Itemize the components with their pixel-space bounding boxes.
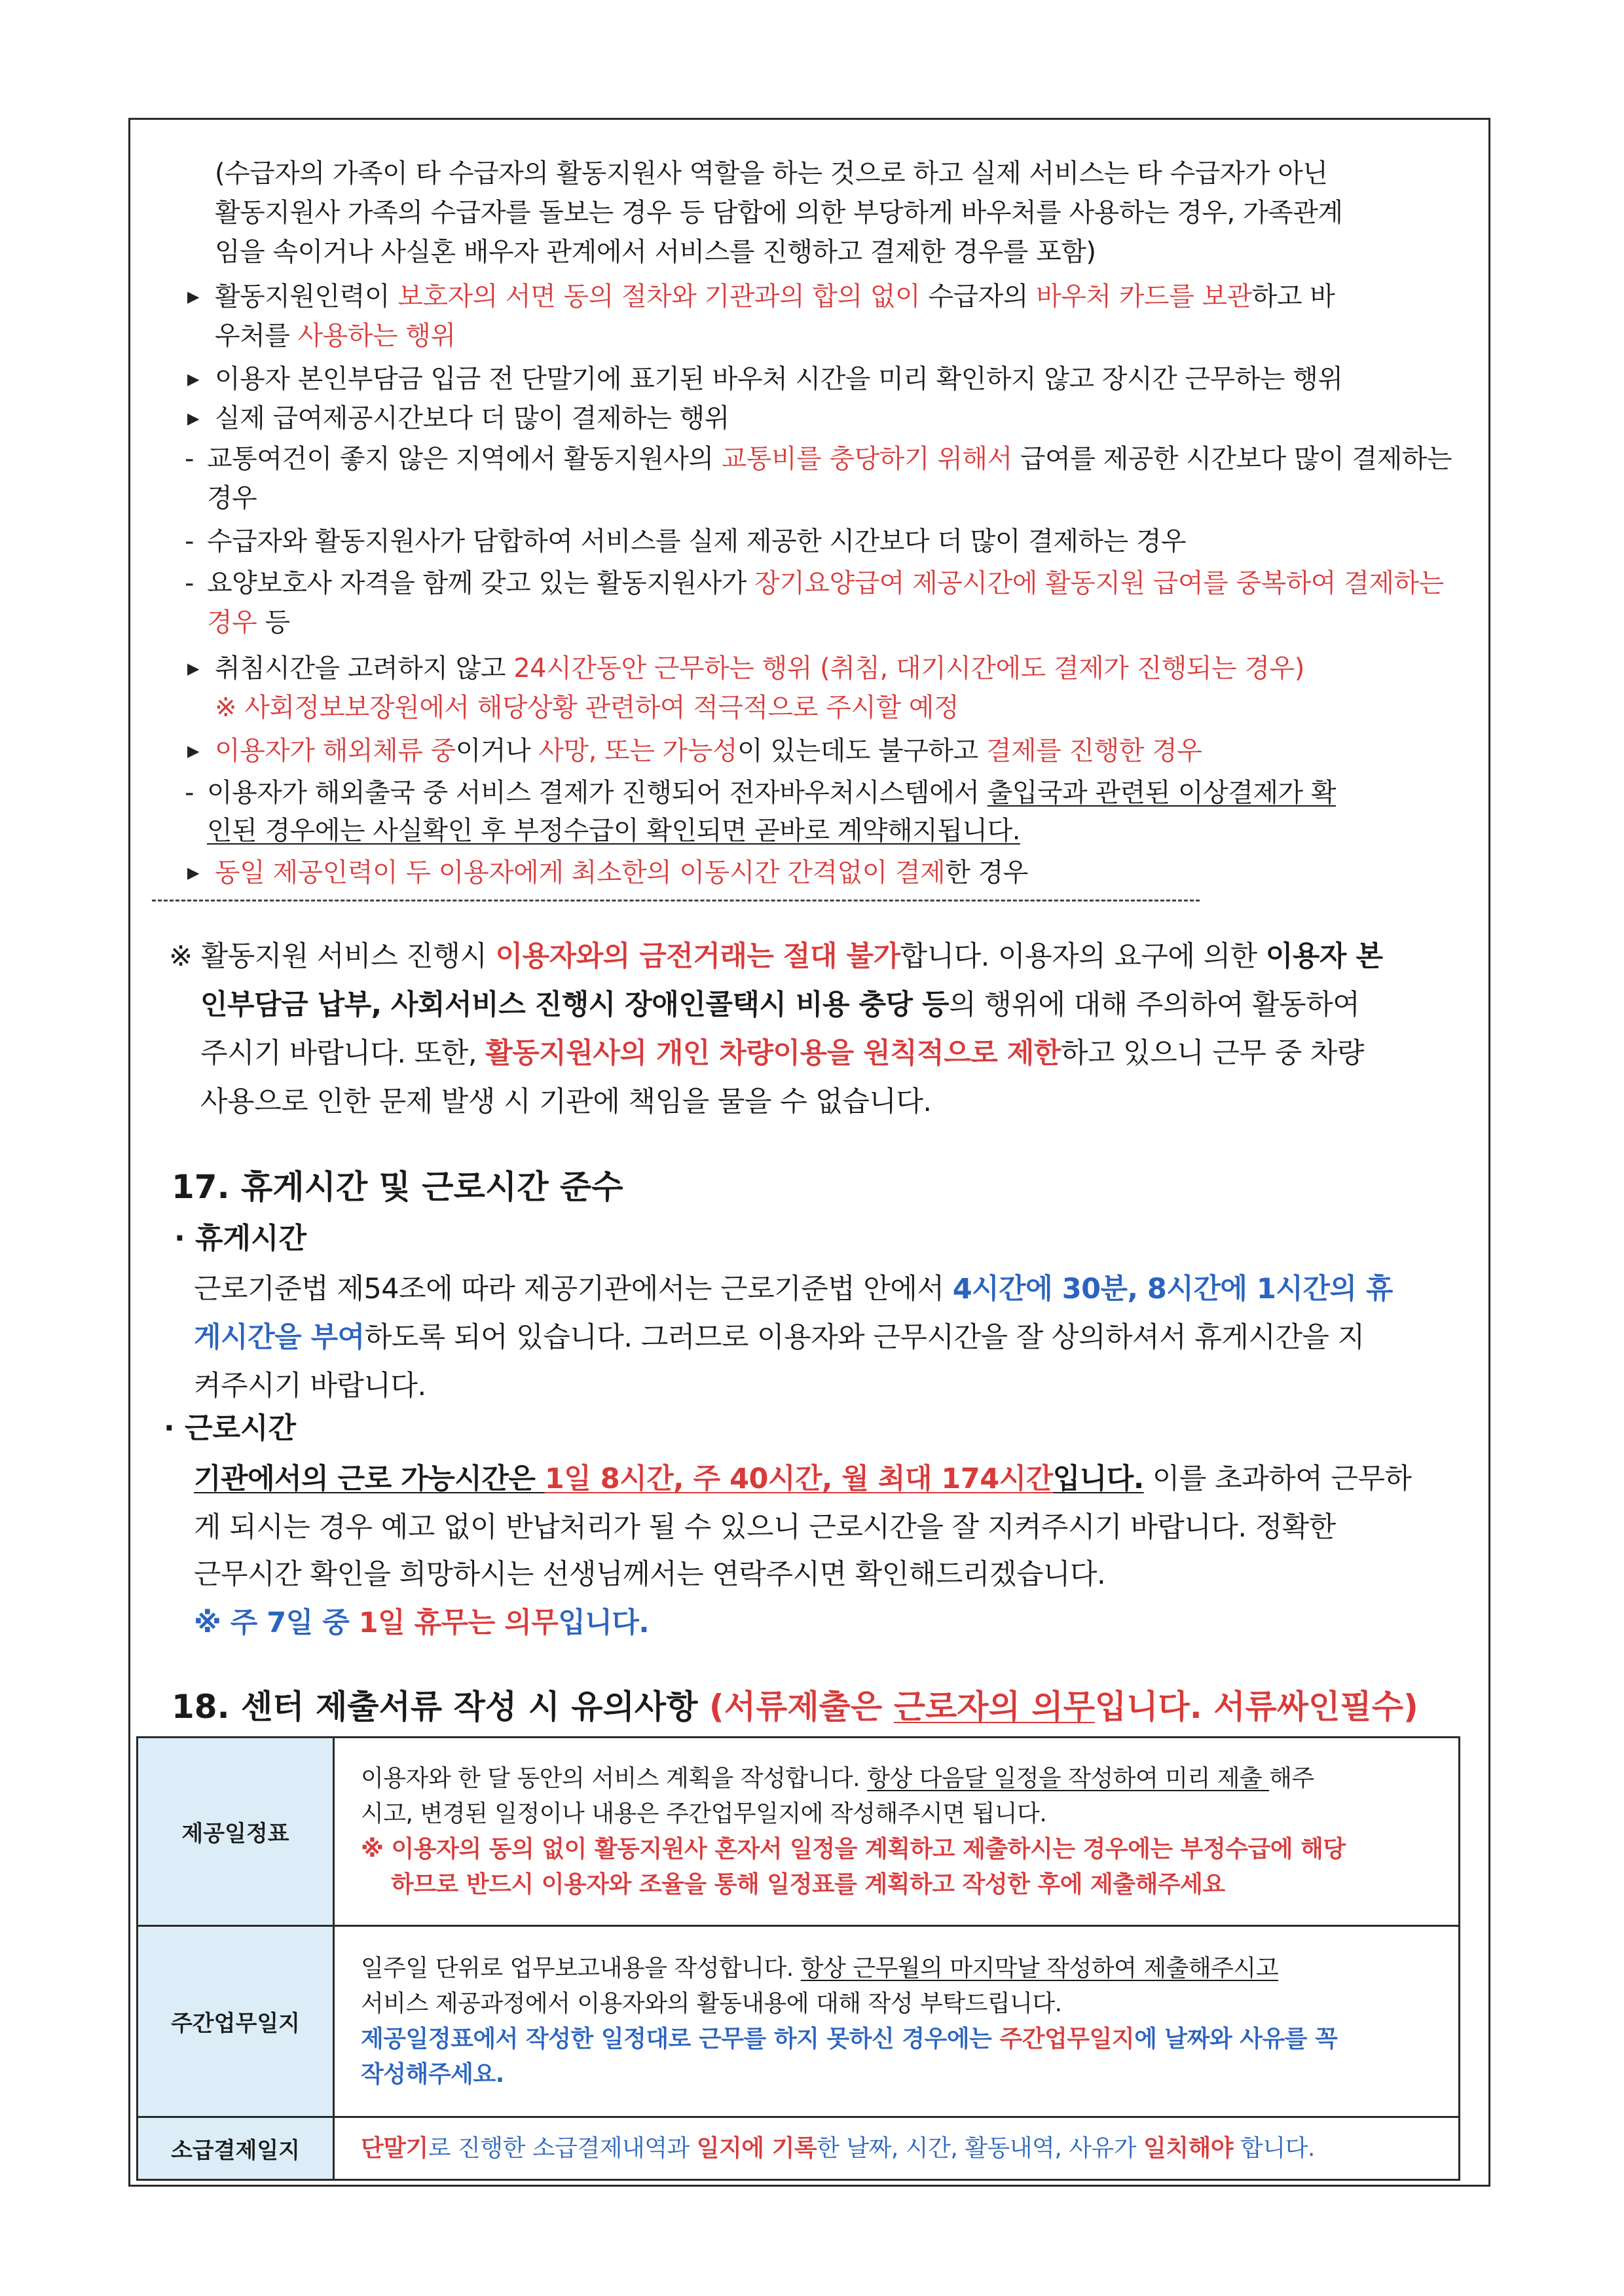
item-collusion: 수급자와 활동지원사가 담합하여 서비스를 실제 제공한 시간보다 더 많이 결제하는 경우 [207, 526, 1187, 556]
bullet-triangle-icon: ▶ [187, 659, 200, 678]
paren-line-1: (수급자의 가족이 타 수급자의 활동지원사 역할을 하는 것으로 하고 실제 서비스는 타 수급자가 아닌 [215, 158, 1328, 189]
paren-line-2: 활동지원사 가족의 수급자를 돌보는 경우 등 담합에 의한 부당하게 바우처를 사용하는 경우, 가족관계 [215, 198, 1343, 228]
item-card-keeping-line-2: 우처를 사용하는 행위 [215, 321, 456, 351]
item-abroad-billing-line-1: 이용자가 해외출국 중 서비스 결제가 진행되어 전자바우처시스템에서 출입국과 관련된 이상결제가 확 [207, 778, 1337, 808]
dash-marker: - [185, 444, 194, 474]
item-abroad-death: 이용자가 해외체류 중이거나 사망, 또는 가능성이 있는데도 불구하고 결제를 진행한 경우 [215, 736, 1202, 766]
item-transport-line-2: 경우 [207, 483, 257, 513]
table-row [138, 1738, 1460, 1926]
schedule-content: 이용자와 한 달 동안의 서비스 계획을 작성합니다. 항상 다음달 일정을 작성하여 미리 제출 해주 시고, 변경된 일정이나 내용은 주간업무일지에 작성해주시면 됩니다. ※ 이용자의 동의 없이 활동지원사 혼자서 일정을 계획하고 제출하시는 경우에는 부정수급에 해당 하므로 반드시 이용자와 조율을 통해 일정표를 계획하고 작성한 후에 제출해주세요 [334, 1738, 1460, 1926]
work-time-line-1: 기관에서의 근로 가능시간은 1일 8시간, 주 40시간, 월 최대 174시간입니다. 이를 초과하여 근무하 [194, 1463, 1412, 1495]
money-note-line-2: 인부담금 납부, 사회서비스 진행시 장애인콜택시 비용 충당 등의 행위에 대해 주의하여 활동하여 [200, 989, 1360, 1021]
section-17-title: 17. 휴게시간 및 근로시간 준수 [172, 1168, 623, 1206]
bullet-triangle-icon: ▶ [187, 409, 200, 428]
item-overbilling: 실제 급여제공시간보다 더 많이 결제하는 행위 [215, 403, 729, 433]
weekly-log-content: 일주일 단위로 업무보고내용을 작성합니다. 항상 근무월의 마지막날 작성하여 제출해주시고 서비스 제공과정에서 이용자와의 활동내용에 대해 작성 부탁드립니다. 제공일정표에서 작성한 일정대로 근무를 하지 못하신 경우에는 주간업무일지에 날짜와 사유를 꼭 작성해주세요. [334, 1926, 1460, 2117]
item-24h-work: 취침시간을 고려하지 않고 24시간동안 근무하는 행위 (취침, 대기시간에도 결제가 진행되는 경우) [215, 653, 1304, 683]
rest-time-heading: · 휴게시간 [174, 1222, 307, 1255]
dash-marker: - [185, 526, 194, 556]
section-18-title: 18. 센터 제출서류 작성 시 유의사항 (서류제출은 근로자의 의무입니다. 서류싸인필수) [172, 1688, 1418, 1726]
item-double-billing-line-1: 요양보호사 자격을 함께 갖고 있는 활동지원사가 장기요양급여 제공시간에 활동지원 급여를 중복하여 결제하는 [207, 568, 1444, 598]
weekly-log-label: 주간업무일지 [138, 1926, 334, 2117]
retro-payment-content: 단말기로 진행한 소급결제내역과 일지에 기록한 날짜, 시간, 활동내역, 사유가 일치해야 합니다. [334, 2117, 1460, 2180]
dash-marker: - [185, 568, 194, 598]
item-double-billing-line-2: 경우 등 [207, 608, 290, 638]
work-time-line-2: 게 되시는 경우 예고 없이 반납처리가 될 수 있으니 근로시간을 잘 지켜주시기 바랍니다. 정확한 [194, 1511, 1336, 1544]
note-monitoring: ※ 사회정보보장원에서 해당상황 관련하여 적극적으로 주시할 예정 [215, 693, 959, 723]
retro-payment-label: 소급결제일지 [138, 2117, 334, 2180]
rest-time-line-3: 켜주시기 바랍니다. [194, 1370, 426, 1402]
money-note-line-4: 사용으로 인한 문제 발생 시 기관에 책임을 물을 수 없습니다. [200, 1085, 932, 1118]
bullet-triangle-icon: ▶ [187, 742, 200, 760]
work-time-heading: · 근로시간 [164, 1412, 297, 1445]
dashed-separator [152, 900, 1200, 902]
schedule-label: 제공일정표 [138, 1738, 334, 1926]
item-long-work: 이용자 본인부담금 입금 전 단말기에 표기된 바우처 시간을 미리 확인하지 않고 장시간 근무하는 행위 [215, 364, 1343, 394]
table-row [138, 1926, 1460, 2117]
item-transport-line-1: 교통여건이 좋지 않은 지역에서 활동지원사의 교통비를 충당하기 위해서 급여를 제공한 시간보다 많이 결제하는 [207, 444, 1452, 474]
paren-line-3: 임을 속이거나 사실혼 배우자 관계에서 서비스를 진행하고 결제한 경우를 포함) [215, 237, 1096, 267]
rest-time-line-2: 게시간을 부여하도록 되어 있습니다. 그러므로 이용자와 근무시간을 잘 상의하셔서 휴게시간을 지 [194, 1321, 1365, 1354]
dash-marker: - [185, 778, 194, 808]
bullet-triangle-icon: ▶ [187, 287, 200, 306]
item-no-travel-interval: 동일 제공인력이 두 이용자에게 최소한의 이동시간 간격없이 결제한 경우 [215, 858, 1028, 888]
bullet-triangle-icon: ▶ [187, 370, 200, 388]
money-note-line-1: ※ 활동지원 서비스 진행시 이용자와의 금전거래는 절대 불가합니다. 이용자의 요구에 의한 이용자 본 [169, 940, 1383, 973]
item-card-keeping-line-1: 활동지원인력이 보호자의 서면 동의 절차와 기관과의 합의 없이 수급자의 바우처 카드를 보관하고 바 [215, 282, 1335, 312]
bullet-triangle-icon: ▶ [187, 864, 200, 882]
money-note-line-3: 주시기 바랍니다. 또한, 활동지원사의 개인 차량이용을 원칙적으로 제한하고 있으니 근무 중 차량 [200, 1037, 1364, 1070]
table-row [138, 2117, 1460, 2180]
rest-time-line-1: 근로기준법 제54조에 따라 제공기관에서는 근로기준법 안에서 4시간에 30분, 8시간에 1시간의 휴 [194, 1273, 1393, 1305]
work-time-line-3: 근무시간 확인을 희망하시는 선생님께서는 연락주시면 확인해드리겠습니다. [194, 1558, 1106, 1591]
documents-table [136, 1736, 1460, 2181]
item-abroad-billing-line-2: 인된 경우에는 사실확인 후 부정수급이 확인되면 곧바로 계약해지됩니다. [207, 816, 1020, 846]
weekly-rest-rule: ※ 주 7일 중 1일 휴무는 의무입니다. [194, 1607, 650, 1639]
